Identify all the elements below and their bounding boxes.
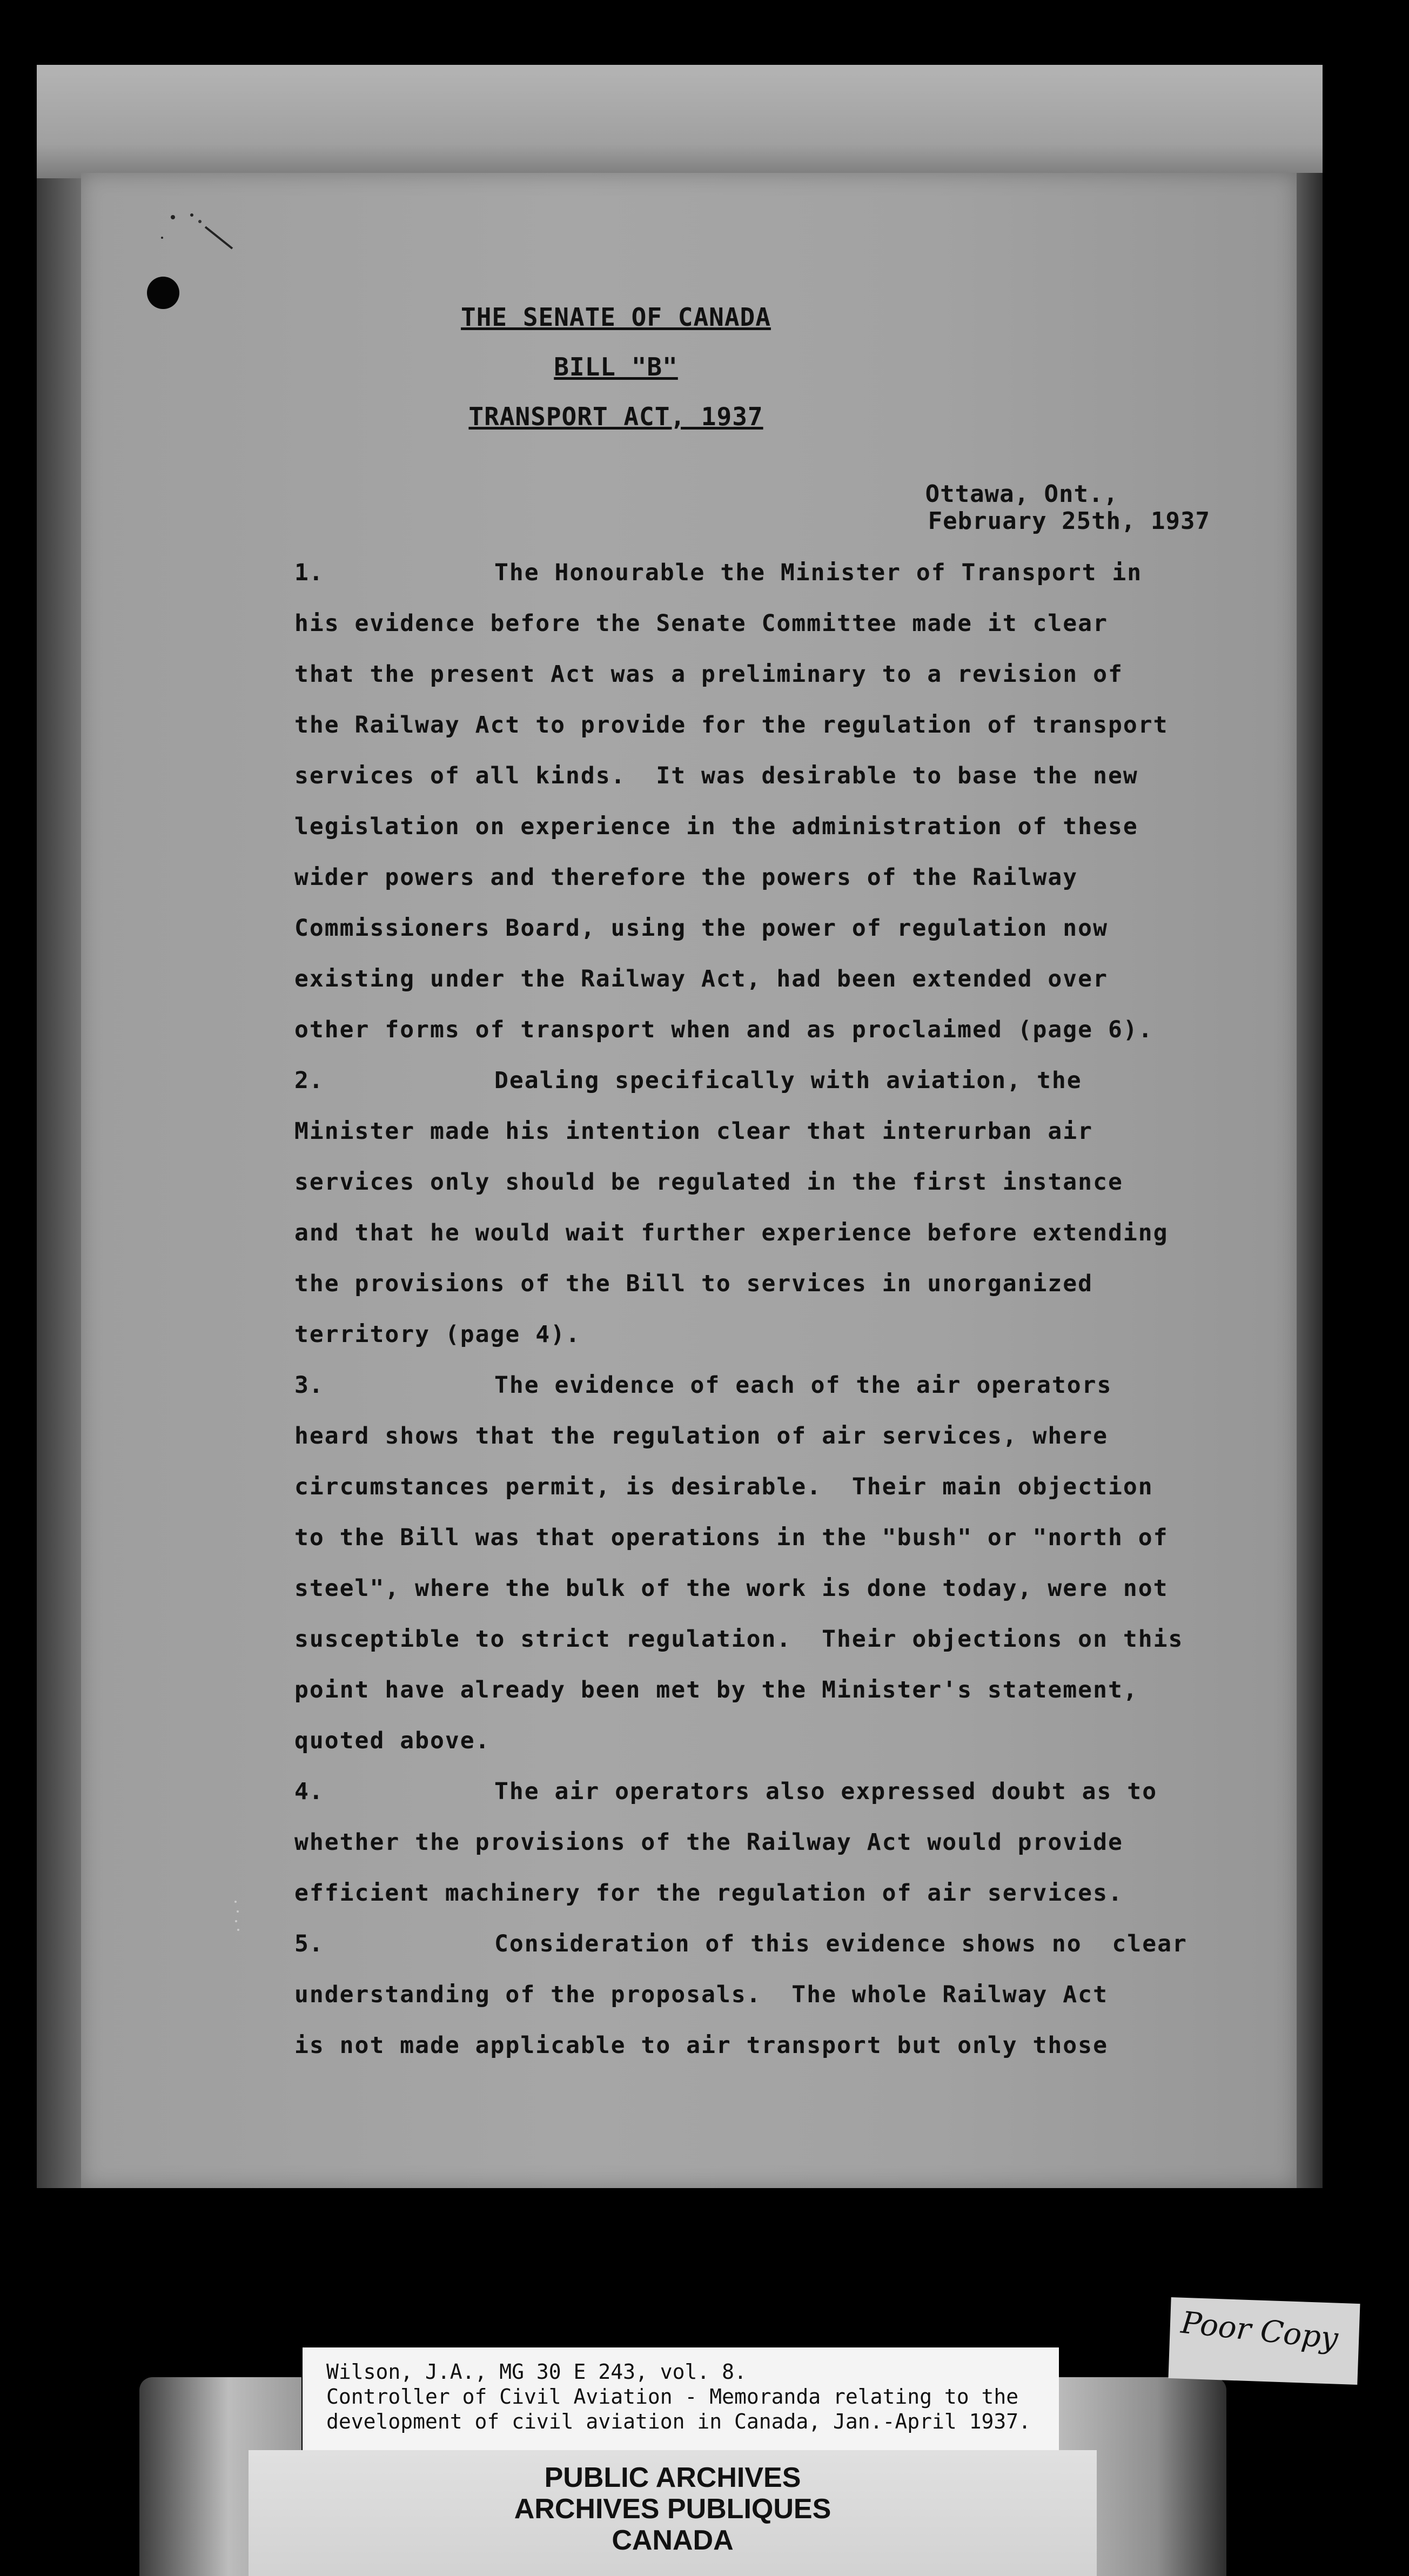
stamp-line: CANADA — [612, 2525, 734, 2556]
document-heading — [238, 303, 994, 443]
handwritten-note: Poor Copy — [1179, 2305, 1340, 2357]
body-line: Consideration of this evidence shows no clear — [494, 1930, 1187, 1957]
body-line: the provisions of the Bill to services in unorganized — [294, 1270, 1093, 1297]
label-line: Controller of Civil Aviation - Memoranda relating to the — [326, 2385, 1019, 2409]
stamp-line: PUBLIC ARCHIVES — [544, 2462, 801, 2493]
paragraph-number: 4. — [294, 1778, 324, 1805]
archive-citation-label — [303, 2347, 1059, 2450]
label-line: Wilson, J.A., MG 30 E 243, vol. 8. — [326, 2360, 747, 2384]
body-line: efficient machinery for the regulation of air services. — [294, 1880, 1123, 1907]
left-binding-shadow — [37, 178, 81, 2188]
body-line: whether the provisions of the Railway Act would provide — [294, 1829, 1123, 1856]
body-line: legislation on experience in the administration of these — [294, 813, 1138, 840]
body-line: steel", where the bulk of the work is done today, were not — [294, 1575, 1169, 1602]
archive-stamp — [249, 2450, 1097, 2576]
body-line: to the Bill was that operations in the "bush" or "north of — [294, 1524, 1169, 1551]
body-line: The Honourable the Minister of Transport in — [494, 559, 1143, 586]
stamp-line: ARCHIVES PUBLIQUES — [514, 2493, 831, 2525]
body-line: understanding of the proposals. The whole Railway Act — [294, 1981, 1108, 2008]
right-edge-shadow — [1297, 173, 1323, 2188]
paragraph-number: 1. — [294, 559, 324, 586]
handwritten-note-tag — [1168, 2297, 1360, 2385]
body-line: The evidence of each of the air operators — [494, 1372, 1112, 1399]
paragraph-number: 5. — [294, 1930, 324, 1957]
body-line: that the present Act was a preliminary to a revision of — [294, 661, 1123, 688]
body-line: other forms of transport when and as proclaimed (page 6). — [294, 1016, 1153, 1043]
body-line: existing under the Railway Act, had been extended over — [294, 965, 1108, 992]
paragraph-number: 2. — [294, 1067, 324, 1094]
place: Ottawa, Ont., — [925, 480, 1118, 508]
body-line: Minister made his intention clear that interurban air — [294, 1118, 1093, 1145]
date-block — [843, 481, 1210, 535]
body-line: services only should be regulated in the first instance — [294, 1169, 1123, 1196]
heading-line: TRANSPORT ACT, 1937 — [468, 402, 763, 431]
label-line: development of civil aviation in Canada, Jan.-April 1937. — [326, 2410, 1031, 2433]
body-line: and that he would wait further experience before extending — [294, 1219, 1169, 1246]
body-line: his evidence before the Senate Committee made it clear — [294, 610, 1108, 637]
body-line: susceptible to strict regulation. Their objections on this — [294, 1626, 1184, 1653]
body-line: heard shows that the regulation of air services, where — [294, 1423, 1108, 1450]
date: February 25th, 1937 — [928, 507, 1210, 535]
body-line: the Railway Act to provide for the regulation of transport — [294, 712, 1169, 739]
body-line: territory (page 4). — [294, 1321, 581, 1348]
body-line: The air operators also expressed doubt as to — [494, 1778, 1158, 1805]
punch-hole — [147, 277, 179, 309]
body-line: circumstances permit, is desirable. Their main objection — [294, 1473, 1153, 1500]
body-line: wider powers and therefore the powers of the Railway — [294, 864, 1078, 891]
sheet-top-strip — [37, 65, 1323, 178]
ink-smudge — [140, 205, 249, 259]
body-line: services of all kinds. It was desirable to base the new — [294, 762, 1138, 789]
margin-marks — [232, 1896, 243, 1940]
body-line: Dealing specifically with aviation, the — [494, 1067, 1082, 1094]
paragraph-number: 3. — [294, 1372, 324, 1399]
heading-line: THE SENATE OF CANADA — [461, 303, 771, 332]
body-line: Commissioners Board, using the power of regulation now — [294, 915, 1108, 942]
body-line: quoted above. — [294, 1727, 491, 1754]
body-line: is not made applicable to air transport but only those — [294, 2032, 1108, 2059]
body-line: point have already been met by the Minister's statement, — [294, 1676, 1138, 1703]
heading-line: BILL "B" — [554, 352, 678, 381]
